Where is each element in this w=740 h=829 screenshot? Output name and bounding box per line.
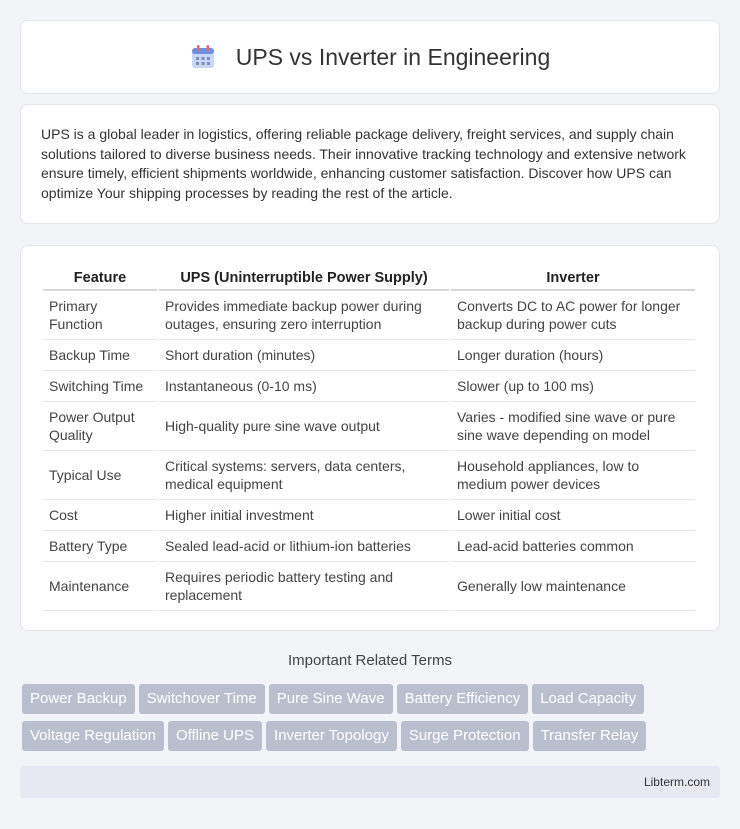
related-term-tag[interactable]: Power Backup	[22, 684, 135, 714]
table-cell: Requires periodic battery testing and replacement	[159, 562, 449, 611]
table-row	[43, 531, 695, 562]
related-term-tag[interactable]: Transfer Relay	[533, 721, 647, 751]
column-header: UPS (Uninterruptible Power Supply)	[159, 264, 449, 291]
table-cell: Varies - modified sine wave or pure sine wave depending on model	[451, 402, 695, 451]
table-cell: Lead-acid batteries common	[451, 531, 695, 562]
footer	[20, 766, 720, 798]
calendar-icon	[190, 44, 216, 70]
column-header: Inverter	[451, 264, 695, 291]
related-term-tag[interactable]: Inverter Topology	[266, 721, 397, 751]
related-term-tag[interactable]: Surge Protection	[401, 721, 529, 751]
table-cell: Typical Use	[43, 451, 157, 500]
table-cell: Backup Time	[43, 340, 157, 371]
table-cell: Cost	[43, 500, 157, 531]
related-terms-title: Important Related Terms	[288, 652, 452, 669]
table-cell: Instantaneous (0-10 ms)	[159, 371, 449, 402]
related-term-tag[interactable]: Voltage Regulation	[22, 721, 164, 751]
related-term-tag[interactable]: Pure Sine Wave	[269, 684, 393, 714]
intro-card	[20, 104, 720, 224]
table-cell: Longer duration (hours)	[451, 340, 695, 371]
table-row	[43, 402, 695, 451]
related-term-tag[interactable]: Offline UPS	[168, 721, 262, 751]
table-cell: Higher initial investment	[159, 500, 449, 531]
table-row	[43, 371, 695, 402]
table-cell: Primary Function	[43, 291, 157, 340]
intro-text: UPS is a global leader in logistics, offering reliable package delivery, freight services, and supply chain solutions tailored to diverse business needs. Their innovative tracking technology and extensive network ensure timely, efficient shipments worldwide, enhancing customer satisfaction. Discover how UPS can optimize Your shipping processes by reading the rest of the article.	[41, 126, 686, 201]
column-header: Feature	[43, 264, 157, 291]
table-cell: Generally low maintenance	[451, 562, 695, 611]
table-row	[43, 451, 695, 500]
table-row	[43, 340, 695, 371]
related-terms-list	[22, 684, 722, 758]
table-cell: Critical systems: servers, data centers, medical equipment	[159, 451, 449, 500]
table-cell: Switching Time	[43, 371, 157, 402]
table-cell: Household appliances, low to medium power devices	[451, 451, 695, 500]
table-header-row	[43, 264, 695, 291]
table-row	[43, 562, 695, 611]
table-cell: Provides immediate backup power during outages, ensuring zero interruption	[159, 291, 449, 340]
page-title: UPS vs Inverter in Engineering	[235, 43, 551, 70]
table-cell: Short duration (minutes)	[159, 340, 449, 371]
table-cell: Power Output Quality	[43, 402, 157, 451]
table-row	[43, 291, 695, 340]
table-cell: Slower (up to 100 ms)	[451, 371, 695, 402]
header-card	[20, 20, 720, 94]
table-cell: Maintenance	[43, 562, 157, 611]
table-cell: Sealed lead-acid or lithium-ion batteries	[159, 531, 449, 562]
related-term-tag[interactable]: Battery Efficiency	[397, 684, 529, 714]
comparison-card	[20, 245, 720, 631]
table-cell: High-quality pure sine wave output	[159, 402, 449, 451]
footer-link[interactable]: Libterm.com	[643, 775, 710, 789]
comparison-table	[41, 264, 697, 611]
related-term-tag[interactable]: Switchover Time	[139, 684, 265, 714]
table-cell: Converts DC to AC power for longer backup during power cuts	[451, 291, 695, 340]
table-row	[43, 500, 695, 531]
table-cell: Lower initial cost	[451, 500, 695, 531]
table-cell: Battery Type	[43, 531, 157, 562]
related-term-tag[interactable]: Load Capacity	[532, 684, 644, 714]
